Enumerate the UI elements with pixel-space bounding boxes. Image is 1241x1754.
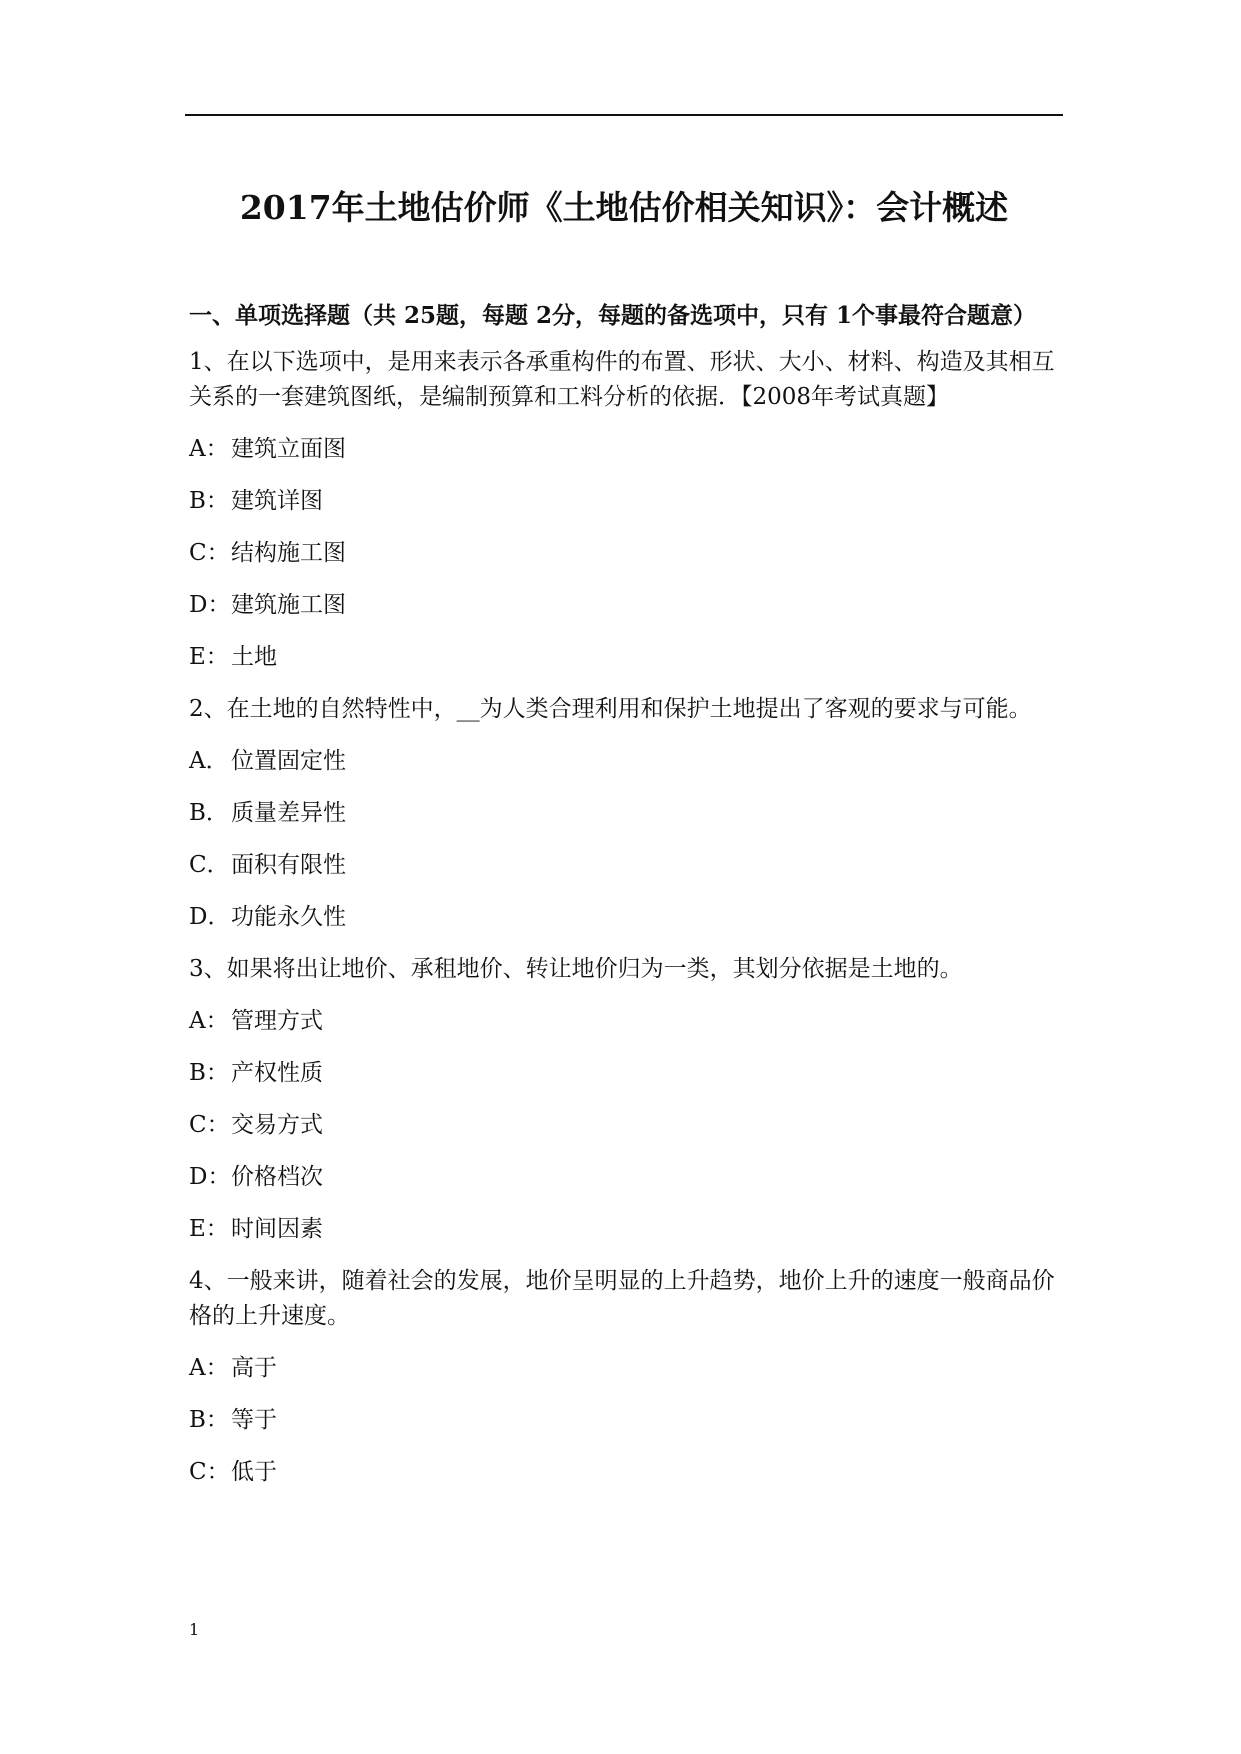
option-label: B： [189,1407,229,1433]
option-label: A： [189,1355,229,1381]
document-title: 2017年土地估价师《土地估价相关知识》：会计概述 [239,188,1009,227]
option-text: 建筑施工图 [231,592,346,618]
option-label: E： [189,1216,229,1242]
question-text: 3、如果将出让地价、承租地价、转让地价归为一类，其划分依据是土地的。 [189,956,963,982]
question-3-option-c [189,1108,1063,1143]
question-1-option-d [189,588,1063,623]
option-label: A： [189,436,229,462]
question-4 [189,1264,1063,1490]
option-label: D： [189,592,231,618]
option-label: D： [189,1164,231,1190]
option-text: 管理方式 [231,1008,323,1034]
option-label: D． [189,904,231,930]
option-label: C： [189,1112,230,1138]
option-label: B： [189,488,229,514]
option-label: B： [189,1060,229,1086]
option-text: 时间因素 [231,1216,323,1242]
option-text: 功能永久性 [231,904,346,930]
question-1-option-a [189,432,1063,467]
question-text: 2、在土地的自然特性中，__为人类合理利用和保护土地提出了客观的要求与可能。 [189,696,1032,722]
option-text: 面积有限性 [231,852,346,878]
option-label: A． [189,748,229,774]
option-text: 位置固定性 [231,748,346,774]
option-text: 土地 [231,644,277,670]
question-1-option-e [189,640,1063,675]
option-text: 交易方式 [231,1112,323,1138]
option-label: C． [189,852,230,878]
question-3-option-e [189,1212,1063,1247]
question-2-option-b [189,796,1063,831]
document-body [189,298,1063,1507]
option-text: 低于 [231,1459,277,1485]
question-2-option-c [189,848,1063,883]
question-4-option-a [189,1351,1063,1386]
question-2 [189,692,1063,935]
option-label: A： [189,1008,229,1034]
page-number: 1 [189,1620,200,1639]
option-text: 建筑立面图 [231,436,346,462]
option-label: C： [189,1459,230,1485]
question-1-option-b [189,484,1063,519]
question-1 [189,345,1063,675]
option-label: E： [189,644,229,670]
option-text: 建筑详图 [231,488,323,514]
option-label: C： [189,540,230,566]
header-rule [185,114,1063,116]
question-2-option-d [189,900,1063,935]
option-label: B． [189,800,229,826]
option-text: 高于 [231,1355,277,1381]
option-text: 等于 [231,1407,277,1433]
question-4-option-b [189,1403,1063,1438]
option-text: 质量差异性 [231,800,346,826]
option-text: 产权性质 [231,1060,323,1086]
option-text: 结构施工图 [231,540,346,566]
question-text: 1、在以下选项中，是用来表示各承重构件的布置、形状、大小、材料、构造及其相互关系的一套建筑图纸，是编制预算和工料分析的依据．【2008年考试真题】 [189,349,1055,410]
question-3 [189,952,1063,1247]
question-3-option-a [189,1004,1063,1039]
question-4-option-c [189,1455,1063,1490]
question-1-option-c [189,536,1063,571]
question-2-option-a [189,744,1063,779]
question-3-option-b [189,1056,1063,1091]
option-text: 价格档次 [231,1164,323,1190]
question-text: 4、一般来讲，随着社会的发展，地价呈明显的上升趋势，地价上升的速度一般商品价格的上升速度。 [189,1268,1055,1329]
section-heading: 一、单项选择题（共 25题，每题 2分，每题的备选项中，只有 1个事最符合题意） [189,302,1037,329]
question-3-option-d [189,1160,1063,1195]
